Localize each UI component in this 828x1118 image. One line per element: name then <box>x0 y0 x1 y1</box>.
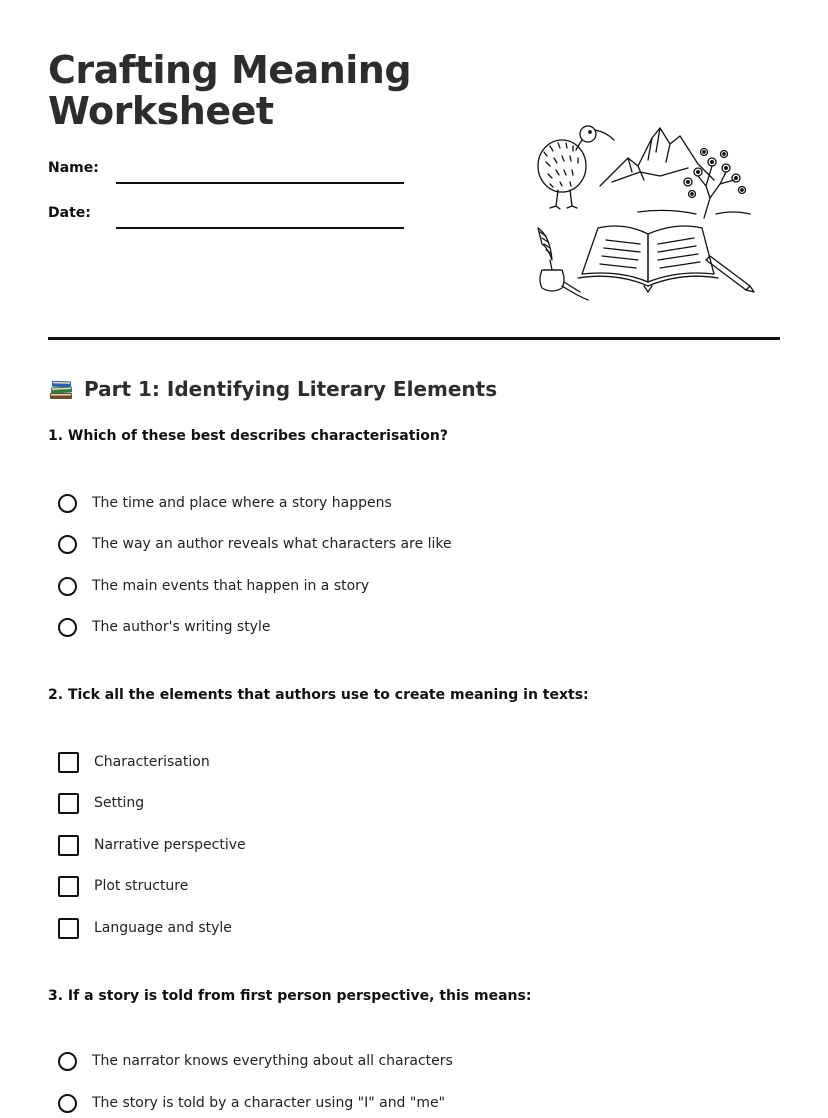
question-1-option-3[interactable] <box>58 574 369 598</box>
option-label: The narrator knows everything about all characters <box>92 1053 453 1069</box>
question-1-option-1[interactable] <box>58 491 392 515</box>
option-label: Setting <box>94 795 145 811</box>
question-2-option-2[interactable] <box>58 791 144 815</box>
option-label: The main events that happen in a story <box>92 578 370 594</box>
name-input-line[interactable] <box>116 182 404 184</box>
option-label: Narrative perspective <box>94 837 246 853</box>
question-2-prompt: 2. Tick all the elements that authors use to create meaning in texts: <box>48 687 589 703</box>
option-label: Characterisation <box>94 754 210 770</box>
radio-button[interactable] <box>58 577 77 596</box>
checkbox[interactable] <box>58 876 79 897</box>
radio-button[interactable] <box>58 618 77 637</box>
kiwi-bird-icon <box>538 126 614 209</box>
question-2-option-1[interactable] <box>58 750 210 774</box>
header-divider <box>48 337 780 340</box>
name-label: Name: <box>48 160 99 176</box>
radio-button[interactable] <box>58 1052 77 1071</box>
option-label: The story is told by a character using "I" and "me" <box>92 1095 446 1111</box>
checkbox[interactable] <box>58 918 79 939</box>
worksheet-title: Crafting Meaning Worksheet <box>48 48 412 133</box>
date-field <box>48 205 408 235</box>
option-label: The way an author reveals what characters are like <box>92 536 452 552</box>
checkbox[interactable] <box>58 752 79 773</box>
question-3-prompt: 3. If a story is told from first person perspective, this means: <box>48 988 532 1004</box>
option-label: Plot structure <box>94 878 189 894</box>
quill-ink-icon <box>538 228 588 300</box>
question-1-option-2[interactable] <box>58 532 452 556</box>
books-icon <box>48 376 74 402</box>
question-2-option-3[interactable] <box>58 833 246 857</box>
part1-heading <box>48 374 497 404</box>
option-label: The time and place where a story happens <box>92 495 392 511</box>
radio-button[interactable] <box>58 1094 77 1113</box>
question-3-option-2[interactable] <box>58 1091 445 1115</box>
option-label: Language and style <box>94 920 232 936</box>
radio-button[interactable] <box>58 494 77 513</box>
question-2-option-5[interactable] <box>58 916 232 940</box>
question-1-option-4[interactable] <box>58 615 270 639</box>
date-label: Date: <box>48 205 91 221</box>
mountains-icon <box>600 128 714 186</box>
question-2-option-4[interactable] <box>58 874 188 898</box>
name-field <box>48 160 408 190</box>
option-label: The author's writing style <box>92 619 271 635</box>
question-1-prompt: 1. Which of these best describes characterisation? <box>48 428 448 444</box>
date-input-line[interactable] <box>116 227 404 229</box>
part1-heading-text: Part 1: Identifying Literary Elements <box>84 377 498 401</box>
checkbox[interactable] <box>58 835 79 856</box>
radio-button[interactable] <box>58 535 77 554</box>
checkbox[interactable] <box>58 793 79 814</box>
open-book-icon <box>578 226 718 292</box>
nz-literature-illustration-icon <box>528 110 758 305</box>
question-3-option-1[interactable] <box>58 1049 453 1073</box>
